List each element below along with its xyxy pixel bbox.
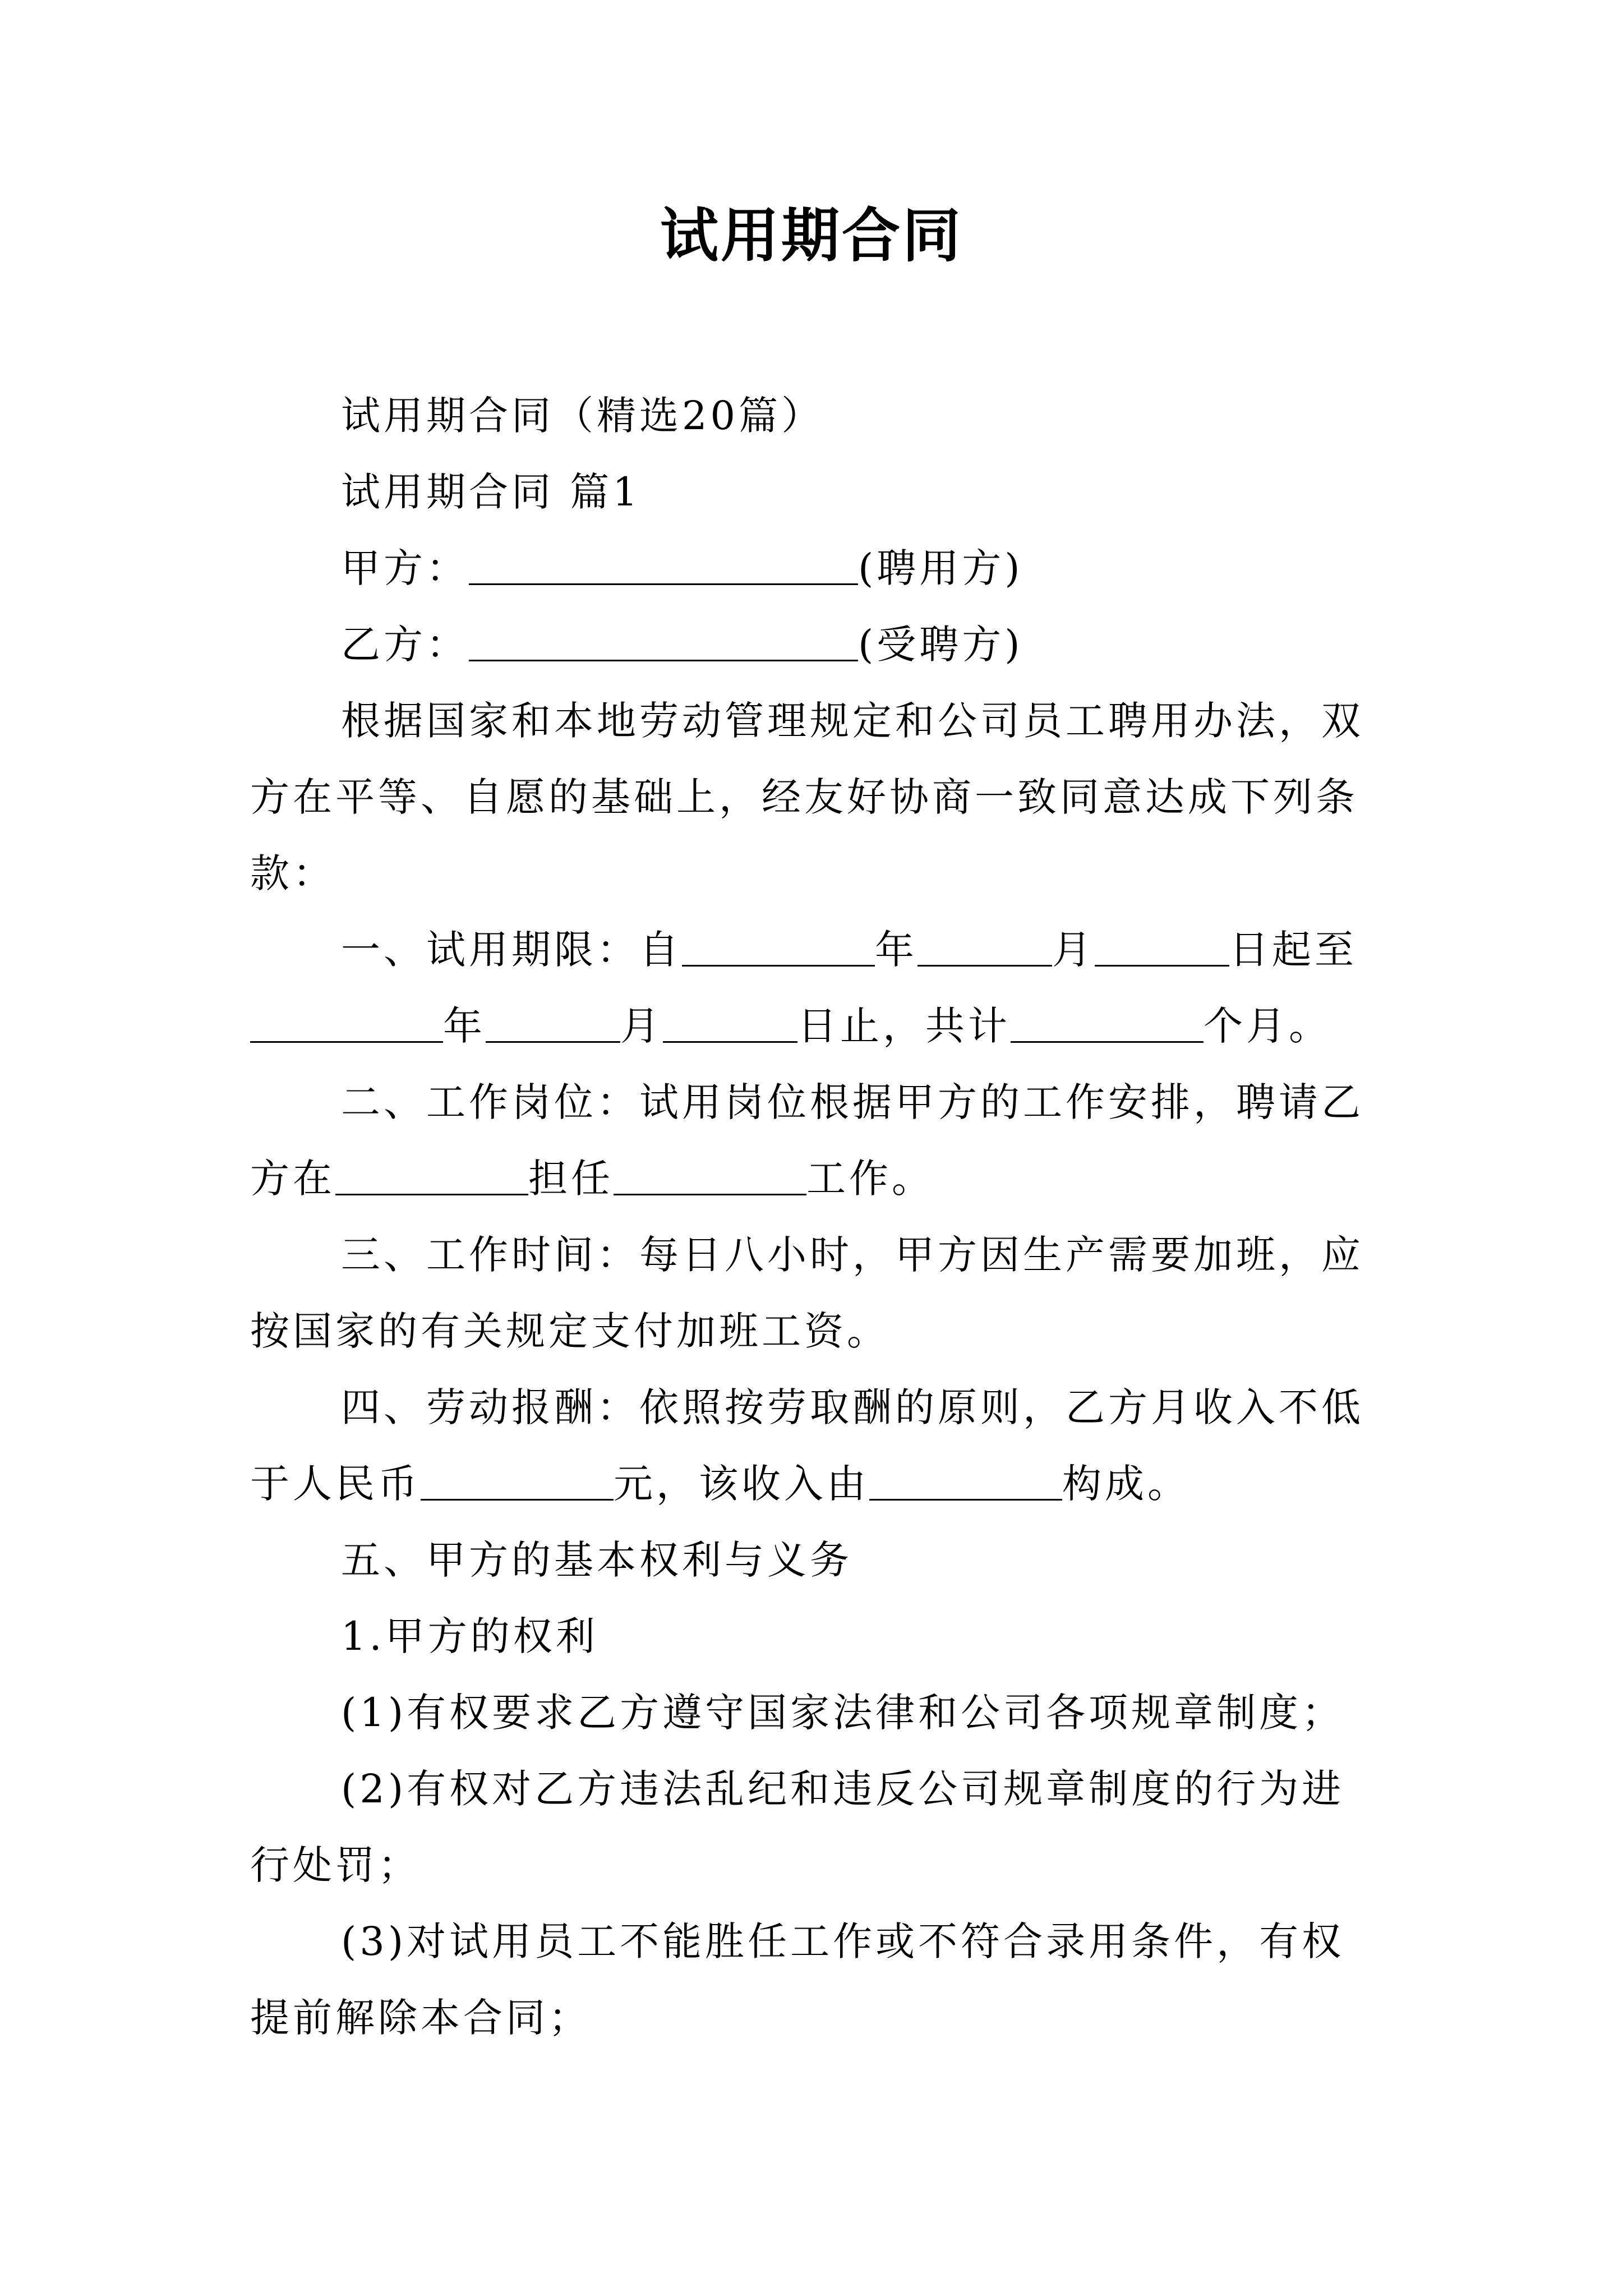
clause-1-text-6: 月 (620, 1003, 663, 1049)
subtitle-paragraph: 试用期合同（精选20篇） (341, 393, 824, 439)
clause-1-paragraph (250, 912, 1385, 1064)
clause-2-text-3: 工作。 (806, 1156, 934, 1202)
document-title: 试用期合同 (660, 201, 963, 270)
end-month-blank (486, 1000, 620, 1043)
clause-1-text-8: 个月。 (1204, 1003, 1331, 1049)
party-a-line (250, 530, 1385, 606)
position-blank (614, 1152, 806, 1195)
clause-1-text-2: 年 (875, 927, 917, 973)
clause-3-paragraph: 三、工作时间：每日八小时，甲方因生产需要加班，应按国家的有关规定支付加班工资。 (250, 1232, 1364, 1354)
clause-5-heading: 五、甲方的基本权利与义务 (341, 1537, 852, 1583)
list-item-2: (2)有权对乙方违法乱纪和违反公司规章制度的行为进行处罚； (250, 1766, 1345, 1888)
preamble-paragraph: 根据国家和本地劳动管理规定和公司员工聘用办法，双方在平等、自愿的基础上，经友好协商一致同意达成下列条款： (250, 698, 1364, 896)
party-b-suffix: (受聘方) (858, 622, 1023, 668)
party-b-blank (469, 618, 858, 661)
clause-1-text-4: 日起至 (1229, 927, 1357, 973)
party-a-suffix: (聘用方) (858, 545, 1023, 591)
clause-4-text-3: 构成。 (1062, 1461, 1190, 1507)
clause-2-text-1: 二、工作岗位：试用岗位根据甲方的工作安排，聘请乙方在 (250, 1079, 1364, 1202)
clause-1-text-3: 月 (1052, 927, 1095, 973)
start-month-blank (917, 923, 1052, 967)
party-a-blank (469, 542, 858, 585)
salary-blank (421, 1457, 614, 1501)
salary-composition-blank (869, 1457, 1062, 1501)
list-item-3: (3)对试用员工不能胜任工作或不符合录用条件，有权提前解除本合同； (250, 1918, 1345, 2041)
start-year-blank (682, 923, 875, 967)
party-b-label: 乙方： (341, 622, 469, 668)
document-body (250, 378, 1385, 2056)
department-blank (335, 1152, 528, 1195)
end-day-blank (663, 1000, 797, 1043)
start-day-blank (1095, 923, 1229, 967)
end-year-blank (250, 1000, 443, 1043)
part-heading: 试用期合同 篇1 (341, 469, 641, 515)
clause-2-paragraph (250, 1064, 1385, 1217)
sub-heading-1: 1.甲方的权利 (341, 1613, 598, 1659)
clause-2-text-2: 担任 (528, 1156, 614, 1202)
party-b-line (250, 606, 1385, 683)
clause-1-text-5: 年 (443, 1003, 486, 1049)
clause-1-text-7: 日止，共计 (797, 1003, 1011, 1049)
clause-4-paragraph (250, 1369, 1385, 1522)
clause-4-text-1: 四、劳动报酬：依照按劳取酬的原则，乙方月收入不低于人民币 (250, 1384, 1364, 1507)
clause-1-text-1: 一、试用期限：自 (341, 927, 682, 973)
total-months-blank (1011, 1000, 1204, 1043)
list-item-1: (1)有权要求乙方遵守国家法律和公司各项规章制度； (341, 1690, 1345, 1736)
clause-4-text-2: 元，该收入由 (614, 1461, 869, 1507)
party-a-label: 甲方： (341, 545, 469, 591)
